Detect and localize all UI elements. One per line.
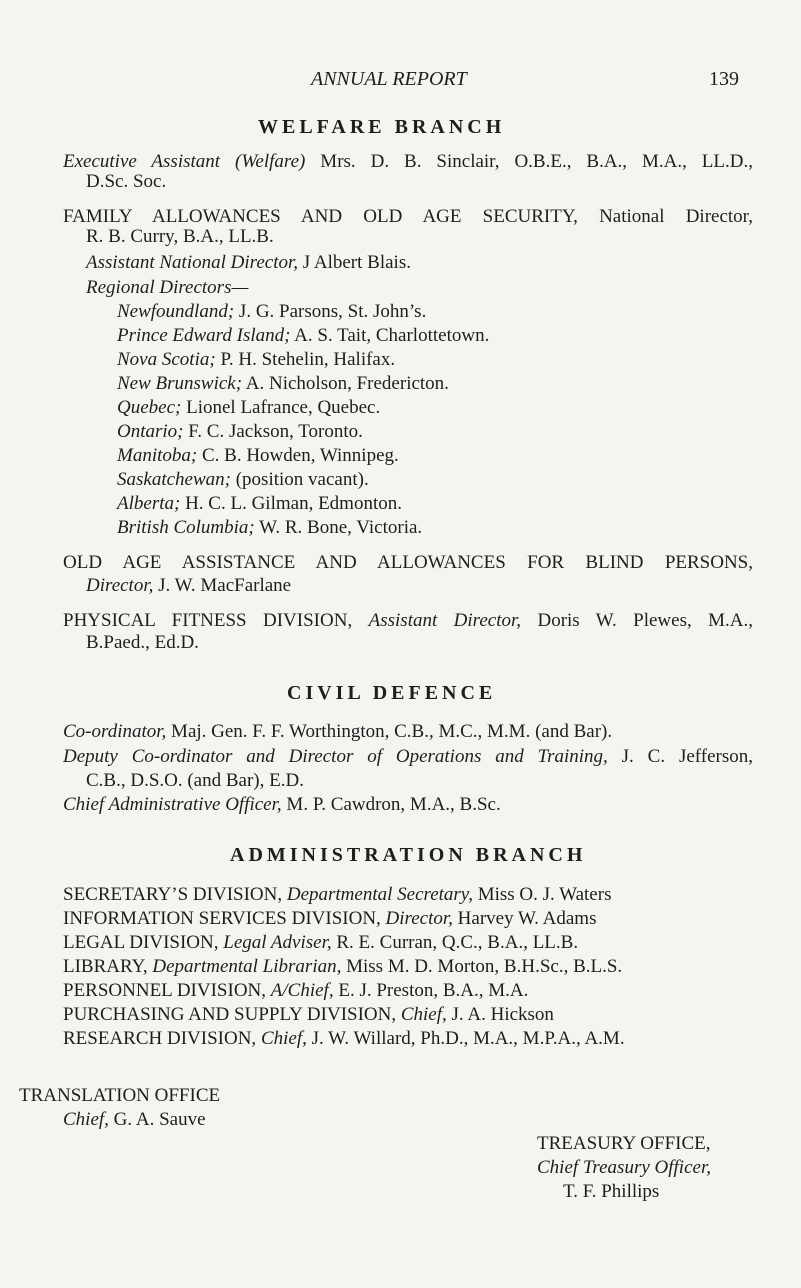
welfare-heading: WELFARE BRANCH <box>258 116 506 138</box>
division-name: SECRETARY’S DIVISION, <box>63 884 287 905</box>
region-province: New Brunswick; <box>117 373 243 394</box>
region-director: F. C. Jackson, Toronto. <box>183 421 363 442</box>
physical-division: PHYSICAL FITNESS DIVISION, <box>63 610 369 631</box>
division-head: Harvey W. Adams <box>452 908 597 929</box>
exec-role: Executive Assistant (Welfare) <box>63 151 306 172</box>
treasury-name: T. F. Phillips <box>563 1181 660 1202</box>
region-province: Nova Scotia; <box>117 349 216 370</box>
old-age-director-line <box>86 574 291 598</box>
admin-division-row <box>63 979 528 1003</box>
deputy-coordinator-cont: C.B., D.S.O. (and Bar), E.D. <box>86 770 304 791</box>
page-number: 139 <box>709 68 739 90</box>
old-age-name: J. W. MacFarlane <box>153 575 292 596</box>
region-manitoba <box>117 444 399 468</box>
division-head: Miss M. D. Morton, B.H.Sc., B.L.S. <box>341 956 623 977</box>
division-head: J. A. Hickson <box>446 1004 554 1025</box>
division-role: Director, <box>385 908 453 929</box>
division-name: INFORMATION SERVICES DIVISION, <box>63 908 386 929</box>
civil-defence-heading: CIVIL DEFENCE <box>287 682 497 704</box>
family-allowances-director: R. B. Curry, B.A., LL.B. <box>86 226 274 247</box>
cao-role: Chief Administrative Officer, <box>63 794 282 815</box>
region-alberta <box>117 492 402 516</box>
admin-division-row <box>63 907 596 931</box>
exec-name: Mrs. D. B. Sinclair, O.B.E., B.A., M.A., LL.D., <box>305 151 753 172</box>
translation-office-heading: TRANSLATION OFFICE <box>19 1085 221 1106</box>
division-name: LIBRARY, <box>63 956 153 977</box>
division-role: A/Chief, <box>270 980 334 1001</box>
physical-fitness-line <box>63 609 753 633</box>
physical-role: Assistant Director, <box>368 610 522 631</box>
cao-name: M. P. Cawdron, M.A., B.Sc. <box>281 794 501 815</box>
chief-admin-officer-line <box>63 793 501 817</box>
coordinator-role: Co-ordinator, <box>63 721 167 742</box>
deputy-name: J. C. Jefferson, <box>607 746 754 767</box>
region-director: A. S. Tait, Charlottetown. <box>290 325 490 346</box>
family-allowances-line: FAMILY ALLOWANCES AND OLD AGE SECURITY, National Director, <box>63 206 753 227</box>
deputy-coordinator-line <box>63 745 753 769</box>
coordinator-line <box>63 720 612 744</box>
division-name: LEGAL DIVISION, <box>63 932 224 953</box>
translation-name: G. A. Sauve <box>108 1109 206 1130</box>
division-name: PERSONNEL DIVISION, <box>63 980 271 1001</box>
running-title: ANNUAL REPORT <box>311 68 467 90</box>
physical-fitness-degrees: B.Paed., Ed.D. <box>86 632 199 653</box>
region-province: Quebec; <box>117 397 182 418</box>
division-role: Departmental Librarian, <box>152 956 342 977</box>
division-head: R. E. Curran, Q.C., B.A., LL.B. <box>331 932 579 953</box>
exec-name-cont: D.Sc. Soc. <box>86 171 167 192</box>
division-role: Departmental Secretary, <box>286 884 473 905</box>
coordinator-name: Maj. Gen. F. F. Worthington, C.B., M.C., M.M. (and Bar). <box>166 721 613 742</box>
administration-heading: ADMINISTRATION BRANCH <box>230 844 587 866</box>
division-head: J. W. Willard, Ph.D., M.A., M.P.A., A.M. <box>306 1028 625 1049</box>
region-province: Prince Edward Island; <box>117 325 291 346</box>
old-age-assistance-line: OLD AGE ASSISTANCE AND ALLOWANCES FOR BLIND PERSONS, <box>63 552 753 573</box>
region-director: A. Nicholson, Fredericton. <box>242 373 449 394</box>
region-british-columbia <box>117 516 422 540</box>
division-role: Legal Adviser, <box>223 932 332 953</box>
region-ontario <box>117 420 363 444</box>
region-province: Alberta; <box>117 493 181 514</box>
region-saskatchewan <box>117 468 369 492</box>
admin-division-row <box>63 931 578 955</box>
region-province: Newfoundland; <box>117 301 235 322</box>
region-nova-scotia <box>117 348 395 372</box>
admin-division-row <box>63 1027 625 1051</box>
region-new-brunswick <box>117 372 449 396</box>
region-province: Saskatchewan; <box>117 469 231 490</box>
region-director: C. B. Howden, Winnipeg. <box>197 445 399 466</box>
translation-chief-line <box>63 1108 206 1132</box>
division-name: PURCHASING AND SUPPLY DIVISION, <box>63 1004 401 1025</box>
division-name: RESEARCH DIVISION, <box>63 1028 261 1049</box>
treasury-role: Chief Treasury Officer, <box>537 1157 711 1178</box>
region-director: W. R. Bone, Victoria. <box>254 517 423 538</box>
region-director: Lionel Lafrance, Quebec. <box>181 397 381 418</box>
region-province: Ontario; <box>117 421 184 442</box>
region-director: J. G. Parsons, St. John’s. <box>234 301 427 322</box>
admin-division-row <box>63 883 611 907</box>
region-director: (position vacant). <box>230 469 369 490</box>
assistant-director-line <box>86 251 411 275</box>
region-newfoundland <box>117 300 426 324</box>
old-age-role: Director, <box>86 575 154 596</box>
treasury-office-heading: TREASURY OFFICE, <box>537 1133 711 1154</box>
division-head: E. J. Preston, B.A., M.A. <box>333 980 529 1001</box>
translation-role: Chief, <box>63 1109 109 1130</box>
exec-assistant-line <box>63 150 753 174</box>
division-head: Miss O. J. Waters <box>472 884 612 905</box>
deputy-role: Deputy Co-ordinator and Director of Operations and Training, <box>63 746 608 767</box>
division-role: Chief, <box>400 1004 447 1025</box>
admin-division-row <box>63 1003 554 1027</box>
region-pei <box>117 324 489 348</box>
assistant-role: Assistant National Director, <box>86 252 299 273</box>
region-province: Manitoba; <box>117 445 198 466</box>
region-quebec <box>117 396 380 420</box>
region-province: British Columbia; <box>117 517 255 538</box>
admin-division-row <box>63 955 622 979</box>
regional-directors-label: Regional Directors— <box>86 277 249 298</box>
region-director: H. C. L. Gilman, Edmonton. <box>180 493 402 514</box>
assistant-name: J Albert Blais. <box>298 252 411 273</box>
region-director: P. H. Stehelin, Halifax. <box>215 349 396 370</box>
physical-name: Doris W. Plewes, M.A., <box>521 610 754 631</box>
division-role: Chief, <box>260 1028 307 1049</box>
